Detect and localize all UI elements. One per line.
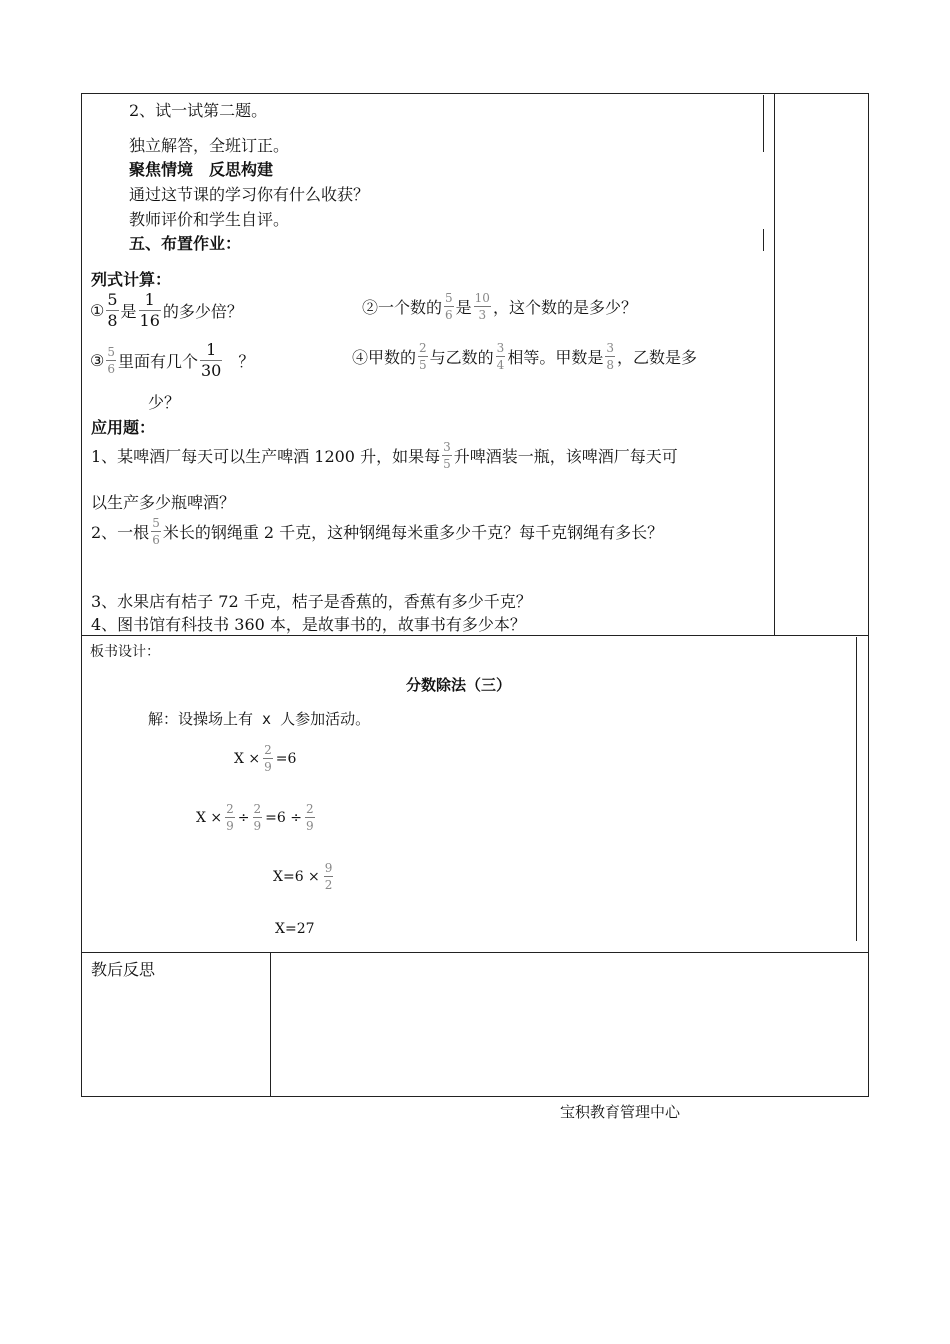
q2-mid: 是 — [455, 298, 472, 317]
calc-heading: 列式计算： — [91, 270, 172, 289]
homework-heading: 五、布置作业： — [129, 234, 242, 253]
app-heading: 应用题： — [91, 418, 156, 437]
board-label: 板书设计： — [90, 644, 160, 660]
q2-tail: ，这个数的是多少？ — [492, 298, 637, 317]
app-problem-4: 4、图书馆有科技书 360 本，是故事书的，故事书有多少本？ — [91, 615, 526, 634]
reflection-divider — [270, 952, 271, 1097]
app-p1-start: 1、某啤酒厂每天可以生产啤酒 1200 升，如果每 — [91, 447, 441, 466]
calc-question-2 — [362, 292, 637, 321]
reflection-label: 教后反思 — [91, 960, 156, 979]
equation-1 — [234, 744, 296, 773]
eq1-fraction: $\frac{2}{9}$ — [264, 743, 272, 774]
q4-fraction-3: $\frac{3}{8}$ — [606, 341, 614, 372]
inner-mark-1 — [763, 95, 764, 152]
step-2-text: 2、试一试第二题。 — [129, 101, 268, 120]
table-bottom-border — [81, 1096, 869, 1097]
q4-fraction-1: $\frac{2}{5}$ — [419, 341, 427, 372]
equation-4: X=27 — [275, 921, 315, 937]
app-problem-1 — [91, 441, 678, 470]
board-intro: 解：设操场上有 x 人参加活动。 — [148, 710, 371, 728]
eq2-left: X × — [196, 809, 223, 826]
focus-heading: 聚焦情境 反思构建 — [129, 160, 274, 179]
eq2-operator: ÷ — [237, 809, 250, 826]
q3-mid: 里面有几个 — [117, 352, 198, 371]
q4-mid: 与乙数的 — [429, 348, 494, 367]
q3-tail: ？ — [238, 352, 255, 371]
app-p2-fraction: $\frac{5}{6}$ — [152, 516, 160, 547]
q1-mid: 是 — [120, 302, 137, 321]
eq1-right: =6 — [275, 750, 297, 767]
board-title: 分数除法（三） — [406, 676, 512, 694]
q1-label: ① — [90, 301, 105, 320]
eq3-left: X=6 × — [273, 868, 320, 885]
column-divider — [774, 93, 775, 635]
calc-question-3 — [90, 342, 254, 379]
inner-mark-2 — [763, 229, 764, 251]
eq2-right: =6 ÷ — [265, 809, 302, 826]
row-divider-reflection — [81, 952, 869, 953]
eq2-fraction-3: $\frac{2}{9}$ — [306, 802, 314, 833]
eq3-fraction: $\frac{9}{2}$ — [324, 861, 333, 892]
solve-text: 独立解答，全班订正。 — [129, 136, 290, 155]
app-problem-1-cont: 以生产多少瓶啤酒？ — [91, 493, 236, 512]
equation-2 — [196, 803, 318, 832]
app-problem-3: 3、水果店有桔子 72 千克，桔子是香蕉的，香蕉有多少千克？ — [91, 592, 532, 611]
evaluate-text: 教师评价和学生自评。 — [129, 210, 290, 229]
calc-question-1 — [90, 292, 243, 329]
q3-label: ③ — [90, 351, 105, 370]
q1-fraction-2: $\frac{1}{16}$ — [139, 290, 160, 330]
app-p2-start: 2、一根 — [91, 523, 150, 542]
q3-fraction-1: $\frac{5}{6}$ — [107, 345, 115, 376]
app-p2-end: 米长的钢绳重 2 千克，这种钢绳每米重多少千克？每千克钢绳有多长？ — [162, 523, 664, 542]
q2-fraction-2: $\frac{10}{3}$ — [474, 291, 490, 322]
footer-org: 宝积教育管理中心 — [560, 1103, 681, 1121]
question-text: 通过这节课的学习你有什么收获？ — [129, 185, 370, 204]
calc-question-4 — [352, 342, 697, 371]
app-p1-end: 升啤酒装一瓶，该啤酒厂每天可 — [453, 447, 678, 466]
q3-fraction-2: $\frac{1}{30}$ — [201, 340, 222, 380]
table-top-border — [81, 93, 869, 94]
q2-fraction-1: $\frac{5}{6}$ — [445, 291, 453, 322]
q4-tail: ，乙数是多 — [616, 348, 697, 367]
q4-tail-2: 少？ — [148, 393, 181, 412]
q4-fraction-2: $\frac{3}{4}$ — [496, 341, 505, 372]
q1-fraction-1: $\frac{5}{8}$ — [107, 290, 118, 330]
table-right-border — [868, 93, 869, 1097]
eq2-fraction-1: $\frac{2}{9}$ — [226, 802, 234, 833]
eq1-left: X × — [234, 750, 261, 767]
equation-3 — [273, 862, 337, 891]
row-divider-board — [81, 635, 869, 636]
app-p1-fraction: $\frac{3}{5}$ — [443, 440, 451, 471]
table-left-border — [81, 93, 82, 1097]
q2-label: ②一个数的 — [362, 298, 443, 317]
q4-mid-2: 相等。甲数是 — [507, 348, 604, 367]
board-inner-right — [856, 637, 857, 941]
app-problem-2 — [91, 517, 663, 546]
q1-tail: 的多少倍？ — [162, 302, 243, 321]
eq2-fraction-2: $\frac{2}{9}$ — [253, 802, 262, 833]
q4-label: ④甲数的 — [352, 348, 417, 367]
